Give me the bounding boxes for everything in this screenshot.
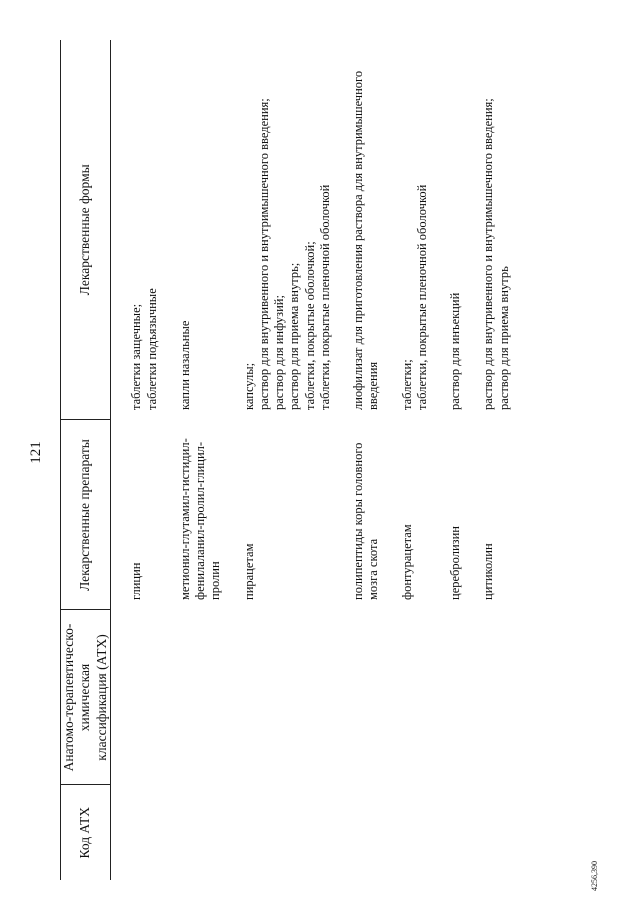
table-row	[448, 40, 481, 880]
header-row	[61, 40, 111, 880]
document-code: 4256,390	[590, 861, 599, 891]
cell-forms	[111, 40, 178, 420]
cell-forms	[448, 40, 481, 420]
form-item: таблетки, покрытые пленочной оболочкой	[414, 184, 429, 410]
cell-code	[400, 785, 449, 880]
cell-code	[351, 785, 400, 880]
cell-forms	[400, 40, 449, 420]
cell-code	[481, 785, 530, 880]
page-number: 121	[28, 441, 44, 464]
cell-code	[242, 785, 352, 880]
cell-classification	[242, 610, 352, 785]
forms-list	[178, 50, 193, 410]
table-row	[111, 40, 178, 880]
forms-list	[129, 50, 160, 410]
cell-forms	[351, 40, 400, 420]
cell-classification	[448, 610, 481, 785]
cell-code	[111, 785, 178, 880]
cell-classification	[481, 610, 530, 785]
cell-classification	[351, 610, 400, 785]
forms-list	[448, 50, 463, 410]
form-item: таблетки, покрытые пленочной оболочкой	[317, 184, 332, 410]
form-item: таблетки защечные;	[129, 303, 144, 410]
form-item: таблетки подъязычные	[144, 288, 159, 410]
cell-drug: фонтурацетам	[399, 524, 414, 600]
form-item: раствор для приема внутрь	[496, 266, 511, 410]
form-item: капсулы;	[241, 362, 256, 410]
form-item: раствор для инъекций	[448, 292, 463, 410]
forms-list	[351, 50, 382, 410]
cell-forms	[178, 40, 242, 420]
cell-forms	[242, 40, 352, 420]
header-forms: Лекарственные формы	[61, 40, 111, 420]
form-item: раствор для приема внутрь;	[287, 262, 302, 410]
form-item: таблетки;	[399, 359, 414, 410]
cell-forms	[481, 40, 530, 420]
table-header	[61, 40, 111, 880]
header-classification: Анатомо-терапевтическо-химическая классификация (АТХ)	[61, 610, 111, 785]
header-code: Код АТХ	[61, 785, 111, 880]
atc-table	[60, 40, 530, 880]
form-item: лиофилизат для приготовления раствора для внутримышечного введения	[351, 70, 381, 410]
table-body	[111, 40, 530, 880]
cell-classification	[178, 610, 242, 785]
table-row	[481, 40, 530, 880]
cell-drug: метионил-глутамил-гистидил-фенилаланил-пролил-глицил-пролин	[177, 438, 223, 600]
cell-classification	[400, 610, 449, 785]
cell-drug: церебролизин	[448, 526, 463, 600]
cell-code	[448, 785, 481, 880]
form-item: таблетки, покрытые оболочкой;	[302, 241, 317, 410]
forms-list	[242, 50, 334, 410]
cell-drug: пирацетам	[241, 543, 256, 600]
cell-classification	[111, 610, 178, 785]
form-item: капли назальные	[177, 320, 192, 410]
form-item: раствор для инфузий;	[272, 295, 287, 410]
table-row	[400, 40, 449, 880]
form-item: раствор для внутривенного и внутримышечного введения;	[481, 98, 496, 410]
forms-list	[481, 50, 512, 410]
cell-drug: цитиколин	[481, 543, 496, 600]
table-row	[242, 40, 352, 880]
table-row	[351, 40, 400, 880]
forms-list	[400, 50, 431, 410]
form-item: раствор для внутривенного и внутримышечного введения;	[256, 98, 271, 410]
header-drugs: Лекарственные препараты	[61, 420, 111, 610]
cell-code	[178, 785, 242, 880]
table-row	[178, 40, 242, 880]
cell-drug: глицин	[129, 562, 144, 600]
cell-drug: полипептиды коры головного мозга скота	[351, 442, 381, 600]
